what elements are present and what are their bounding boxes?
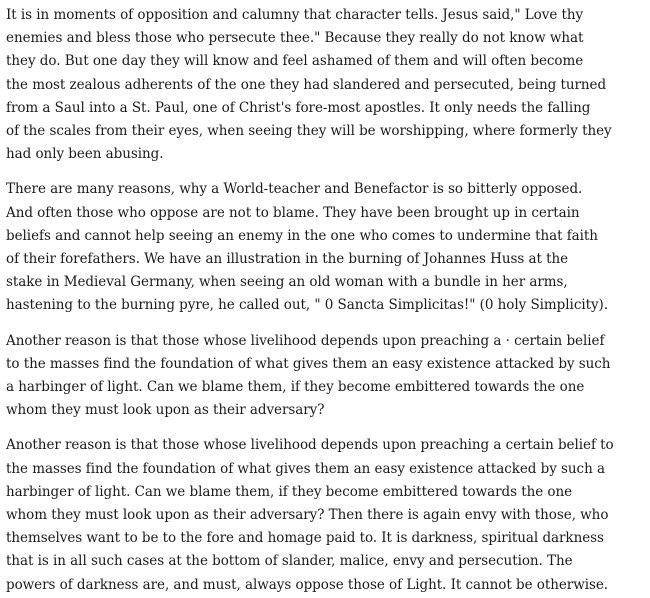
text-line: whom they must look upon as their adversary? (6, 402, 325, 419)
paragraph-spacer (6, 422, 646, 434)
text-line: Another reason is that those whose livelihood depends upon preaching a certain belief to (6, 437, 614, 454)
paragraph-many-reasons (6, 178, 646, 317)
document-body (6, 4, 646, 597)
text-line: Another reason is that those whose livelihood depends upon preaching a · certain belief (6, 332, 605, 349)
text-line: It is in moments of opposition and calumny that character tells. Jesus said," Love thy (6, 7, 584, 23)
text-line: beliefs and cannot help seeing an enemy in the one who comes to undermine that faith (6, 227, 598, 244)
text-line: the most zealous adherents of the one they had slandered and persecuted, being turned (6, 76, 607, 93)
text-line: had only been abusing. (6, 146, 164, 163)
text-line: powers of darkness are, and must, always oppose those of Light. It cannot be otherwise. (6, 576, 609, 593)
paragraph-spacer (6, 166, 646, 178)
text-line: And often those who oppose are not to blame. They have been brought up in certain (6, 204, 580, 221)
text-line: themselves want to be to the fore and homage paid to. It is darkness, spiritual darkness (6, 530, 604, 547)
text-line: whom they must look upon as their adversary? Then there is again envy with those, who (6, 507, 609, 524)
text-line: stake in Medieval Germany, when seeing an old woman with a bundle in her arms, (6, 274, 568, 291)
paragraph-spacer (6, 318, 646, 330)
text-line: to the masses find the foundation of what gives them an easy existence attacked by such (6, 355, 611, 372)
text-line: harbinger of light. Can we blame them, if they become embittered towards the one (6, 483, 573, 500)
paragraph-another-reason-short (6, 330, 646, 423)
text-line: enemies and bless those who persecute thee." Because they really do not know what (6, 30, 584, 47)
text-line: of the scales from their eyes, when seeing they will be worshipping, where formerly they (6, 123, 612, 140)
text-line: from a Saul into a St. Paul, one of Christ's fore-most apostles. It only needs the falling (6, 99, 591, 116)
paragraph-another-reason-long (6, 434, 646, 596)
text-line: There are many reasons, why a World-teacher and Benefactor is so bitterly opposed. (6, 181, 583, 198)
text-line: hastening to the burning pyre, he called out, " 0 Sancta Simplicitas!" (0 holy Simplicity). (6, 297, 609, 314)
text-line: the masses find the foundation of what gives them an easy existence attacked by such a (6, 460, 605, 477)
text-line: that is in all such cases at the bottom of slander, malice, envy and persecution. The (6, 553, 573, 570)
text-line: of their forefathers. We have an illustration in the burning of Johannes Huss at the (6, 251, 569, 268)
paragraph-opposition-calumny (6, 4, 646, 166)
text-line: they do. But one day they will know and feel ashamed of them and will often become (6, 53, 584, 70)
text-line: a harbinger of light. Can we blame them, if they become embittered towards the one (6, 379, 585, 396)
